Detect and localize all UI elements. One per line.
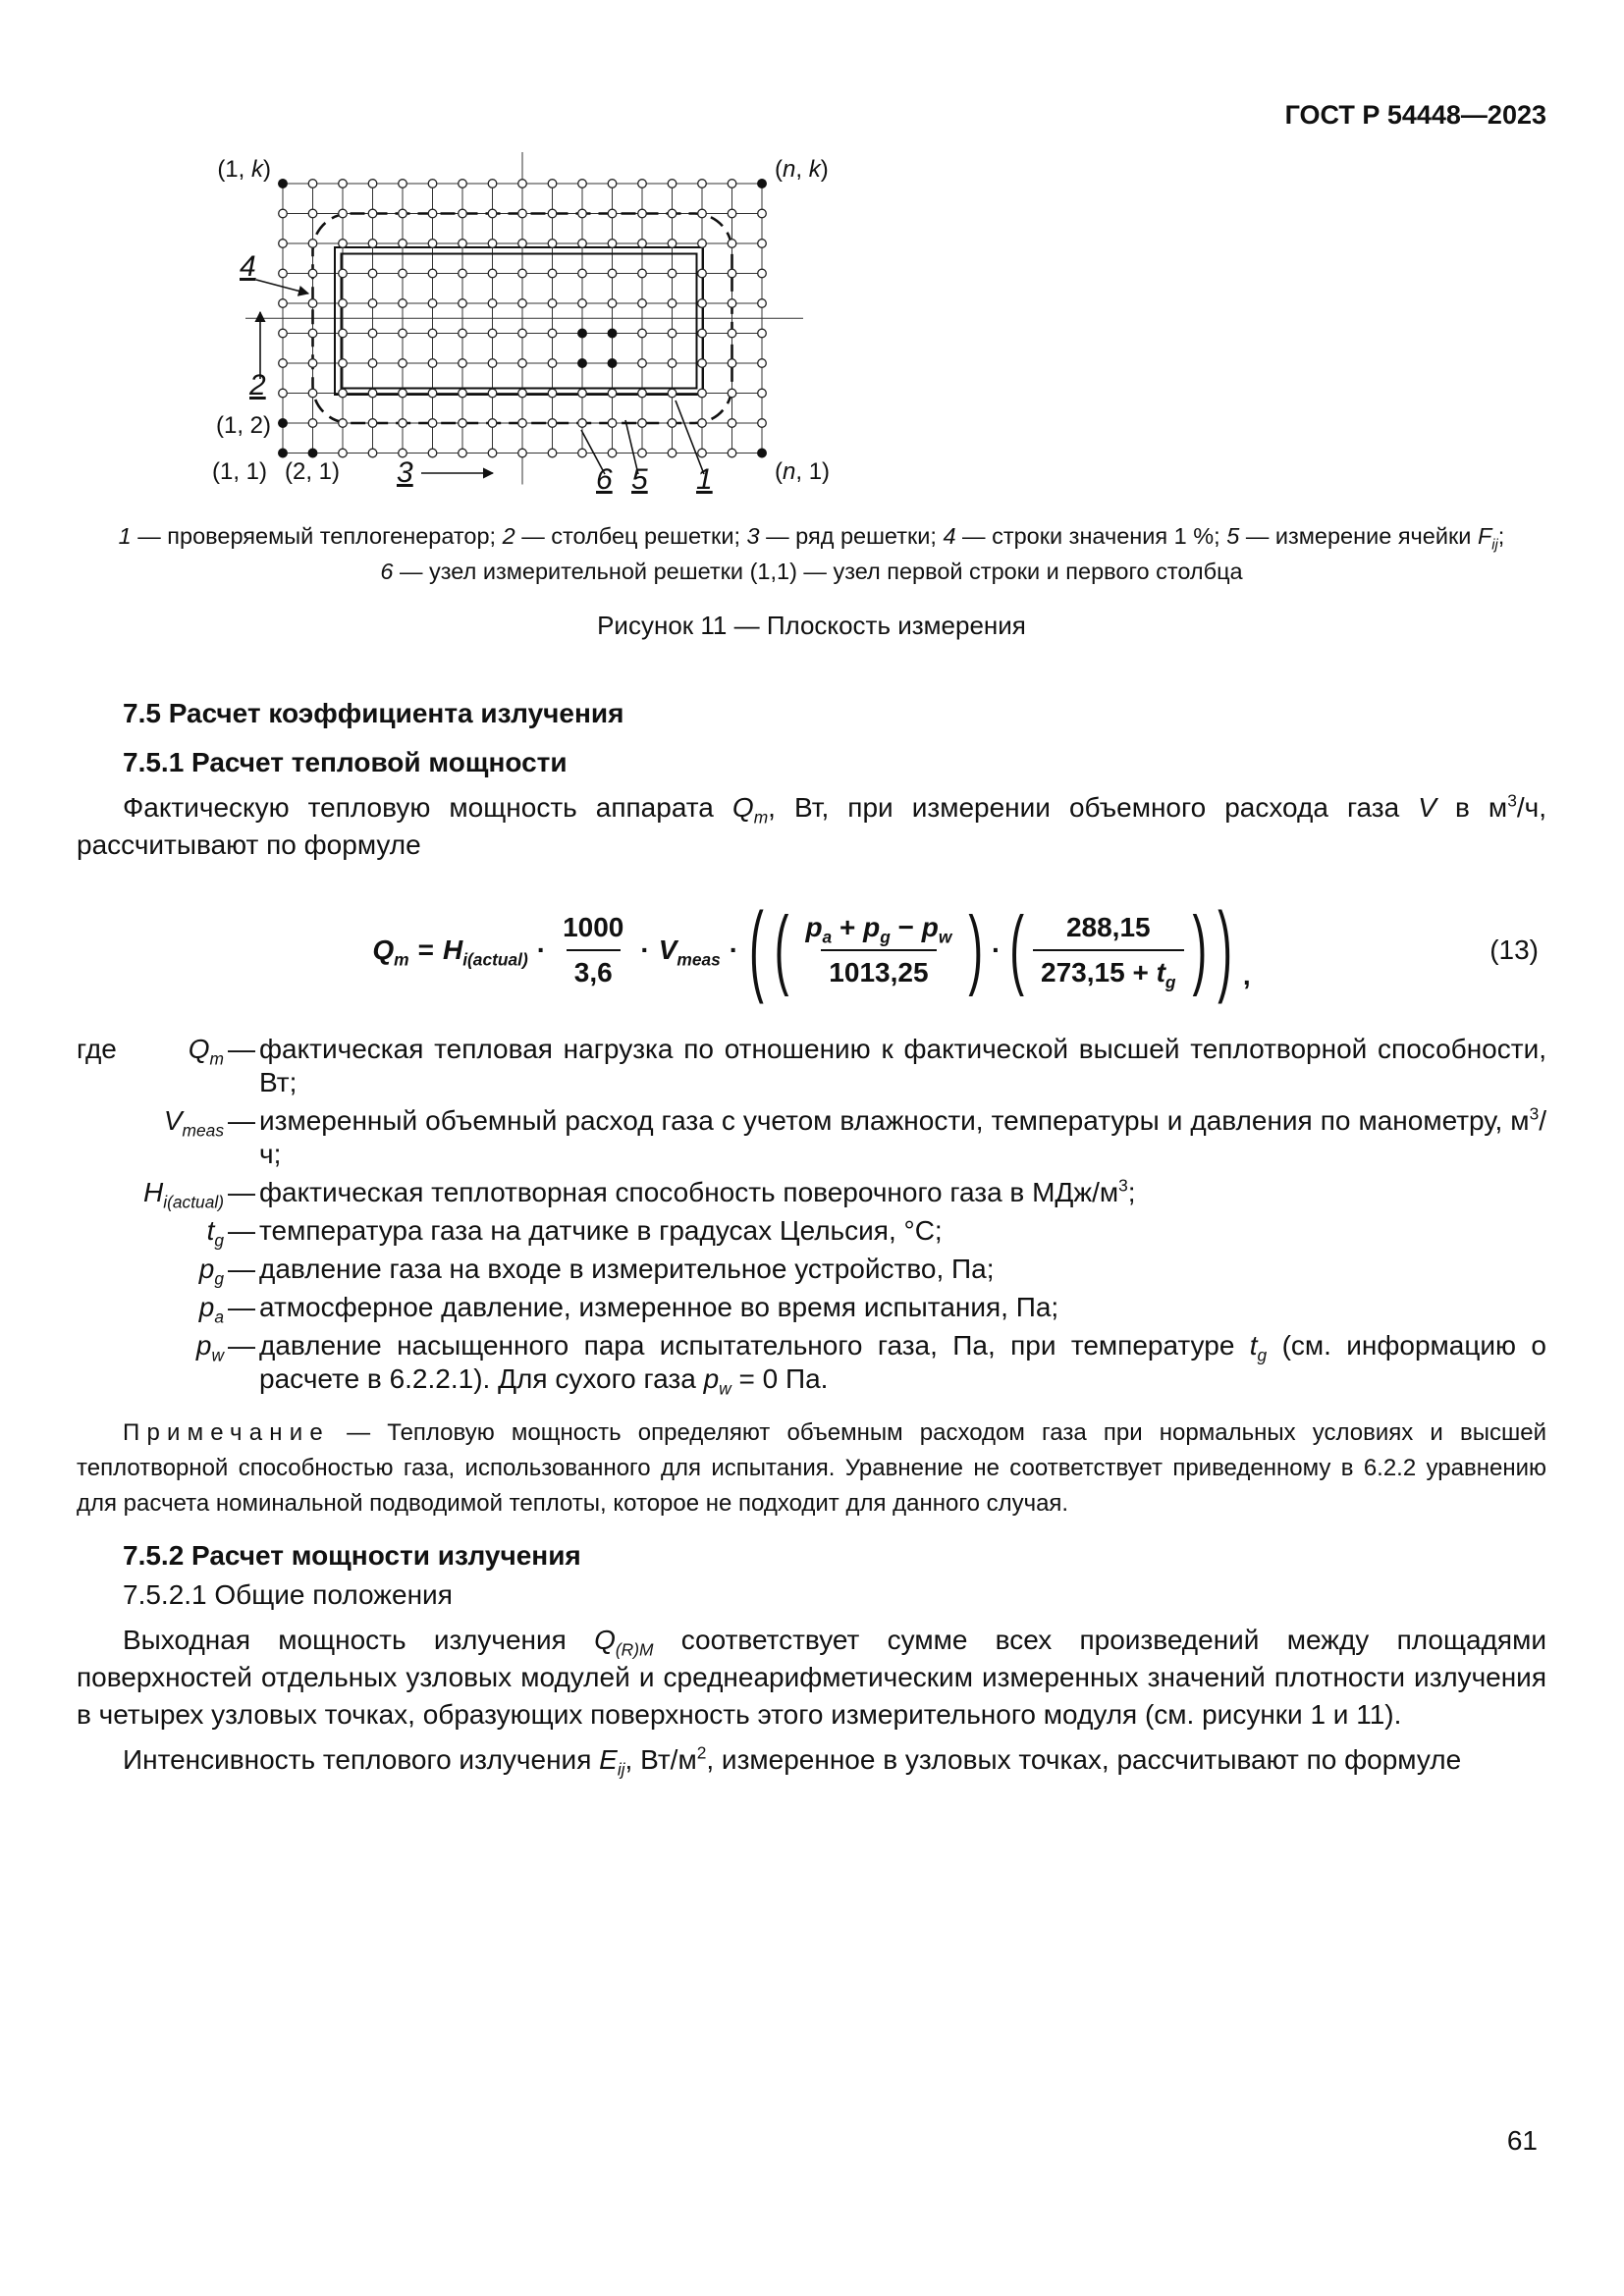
figure-caption-line-1: 1 — проверяемый теплогенератор; 2 — столбец решетки; 3 — ряд решетки; 4 — строки значения 1 %; 5 — измерение ячейки $F_{ij}$; (118, 523, 1505, 554)
heading-7-5-1: 7.5.1 Расчет тепловой мощности (123, 747, 568, 777)
paragraph-radiation-output: Выходная мощность излучения $Q_{(R)M}$ соответствует сумме всех произведений между площадями поверхностей отдельных узловых модулей и среднеарифметическим измеренных значений плотности излучения в четырех узловых точках, образующих поверхность этого измерительного модуля (см. рисунки 1 и 11). (77, 1625, 1546, 1730)
definitions-list (77, 1033, 1546, 1399)
multiply-dot: · (729, 934, 739, 965)
callout-6-label: 6 (596, 463, 613, 496)
equals-sign: = (417, 934, 434, 965)
dash: — (228, 1105, 255, 1136)
callout-1-label: 1 (696, 463, 713, 496)
multiply-dot: · (640, 934, 650, 965)
figure-title: Рисунок 11 — Плоскость измерения (597, 611, 1026, 640)
formula-13 (77, 878, 1546, 1023)
definition-vmeas: измеренный объемный расход газа с учетом влажности, температуры и давления по манометру, $м^3/ч$; (259, 1103, 1546, 1169)
open-paren-inner: ( (774, 899, 789, 999)
term-tg: $t_g$ (206, 1215, 224, 1251)
definition-qm: фактическая тепловая нагрузка по отношению к фактической высшей теплотворной способности, Вт; (259, 1034, 1546, 1097)
dash: — (228, 1254, 255, 1284)
paragraph-intro: Фактическую тепловую мощность аппарата $Q_m$, Вт, при измерении объемного расхода газа V в $м^3/ч$, рассчитывают по формуле (77, 790, 1546, 860)
definition-row-vmeas (77, 1104, 1546, 1171)
fraction-1000-36: $\frac{1000}{3,6}$ (555, 909, 631, 991)
multiply-dot: · (536, 934, 547, 965)
term-pw: $p_w$ (195, 1330, 224, 1365)
fraction-pressure: $\frac{p_a + p_g - p_w}{1013,25}$ (797, 909, 959, 991)
definition-pg: давление газа на входе в измерительное устройство, Па; (259, 1254, 995, 1284)
definition-pw: давление насыщенного пара испытательного газа, Па, при температуре $t_g$ (см. информацию о расчете в 6.2.2.1). Для сухого газа $p_w = 0$ Па. (259, 1330, 1546, 1399)
definition-hactual: фактическая теплотворная способность поверочного газа в МДж/$м^3$; (259, 1175, 1136, 1207)
term-vmeas: $V_{meas}$ (163, 1105, 224, 1141)
note-label: Примечание (123, 1419, 330, 1446)
formula-13-expression (372, 892, 1251, 1006)
callout-5-label: 5 (631, 463, 648, 496)
dash: — (228, 1292, 255, 1322)
formula-h-actual: $H_{i(actual)}$ (442, 934, 528, 970)
note-text: — Тепловую мощность определяют объемным расходом газа при нормальных условиях и высшей теплотворной способностью газа, использованного для испытания. Уравнение не соответствует приведенному в 6.2.2 уравнению для расчета номинальной подводимой теплоты, которое не подходит для данного случая. (77, 1419, 1546, 1517)
figure-caption (85, 518, 1539, 589)
grid-corner-label-21: (2, 1) (284, 458, 341, 485)
doc-code: ГОСТ Р 54448—2023 (1284, 100, 1546, 130)
page-number: 61 (1506, 2125, 1538, 2156)
definition-tg: температура газа на датчике в градусах Цельсия, °С; (259, 1215, 943, 1246)
definition-row-pg (77, 1253, 1546, 1289)
callout-2-label: 2 (249, 369, 266, 401)
grid-corner-label-1k: (1, k) (217, 156, 271, 183)
close-paren-outer: ) (1218, 892, 1232, 1006)
figure-11-measurement-plane (212, 147, 850, 499)
close-paren-inner: ) (968, 899, 984, 999)
heading-7-5-2-1: 7.5.2.1 Общие положения (123, 1579, 453, 1610)
definition-row-tg (77, 1214, 1546, 1251)
formula-comma: , (1242, 960, 1251, 990)
definition-row-hactual (77, 1175, 1546, 1212)
definition-row-pa (77, 1291, 1546, 1327)
dash: — (228, 1177, 255, 1207)
term-pa: $p_a$ (198, 1292, 224, 1327)
note-block (77, 1415, 1546, 1522)
heading-7-5-2: 7.5.2 Расчет мощности излучения (123, 1540, 581, 1571)
grid-corner-label-n1: (n, 1) (775, 458, 831, 485)
grid-corner-label-12: (1, 2) (215, 412, 271, 439)
grid-corner-label-11: (1, 1) (212, 458, 267, 485)
heading-7-5: 7.5 Расчет коэффициента излучения (123, 698, 624, 728)
callout-3-label: 3 (397, 456, 413, 489)
multiply-dot: · (992, 934, 1001, 965)
measurement-grid (245, 152, 803, 485)
open-paren-outer: ( (749, 892, 764, 1006)
term-pg: $p_g$ (198, 1254, 224, 1289)
paragraph-intensity: Интенсивность теплового излучения $E_{ij}$, $Вт/м^2$, измеренное в узловых точках, рассчитывают по формуле (123, 1742, 1462, 1780)
dash: — (228, 1034, 255, 1064)
fraction-temperature: $\frac{288,15}{273,15 + t_g}$ (1033, 909, 1184, 991)
open-paren-inner: ( (1009, 899, 1025, 999)
close-paren-inner: ) (1192, 899, 1208, 999)
definition-row-pw (77, 1329, 1546, 1399)
callout-4-label: 4 (240, 250, 256, 283)
grid-corner-label-nk: (n, k) (775, 156, 829, 183)
formula-qm: $Q_m$ (372, 934, 409, 970)
figure-caption-line-2: 6 — узел измерительной решетки (1,1) — узел первой строки и первого столбца (380, 559, 1243, 584)
formula-vmeas: $V_{meas}$ (658, 934, 721, 970)
dash: — (228, 1215, 255, 1246)
term-hactual: $H_{i(actual)}$ (143, 1177, 224, 1212)
definition-pa: атмосферное давление, измеренное во время испытания, Па; (259, 1292, 1059, 1322)
formula-13-number: (13) (1489, 934, 1539, 965)
term-qm: $Q_m$ (188, 1034, 224, 1069)
where-lead: где (77, 1034, 117, 1064)
definition-row-qm (77, 1033, 1546, 1099)
dash: — (228, 1330, 255, 1361)
